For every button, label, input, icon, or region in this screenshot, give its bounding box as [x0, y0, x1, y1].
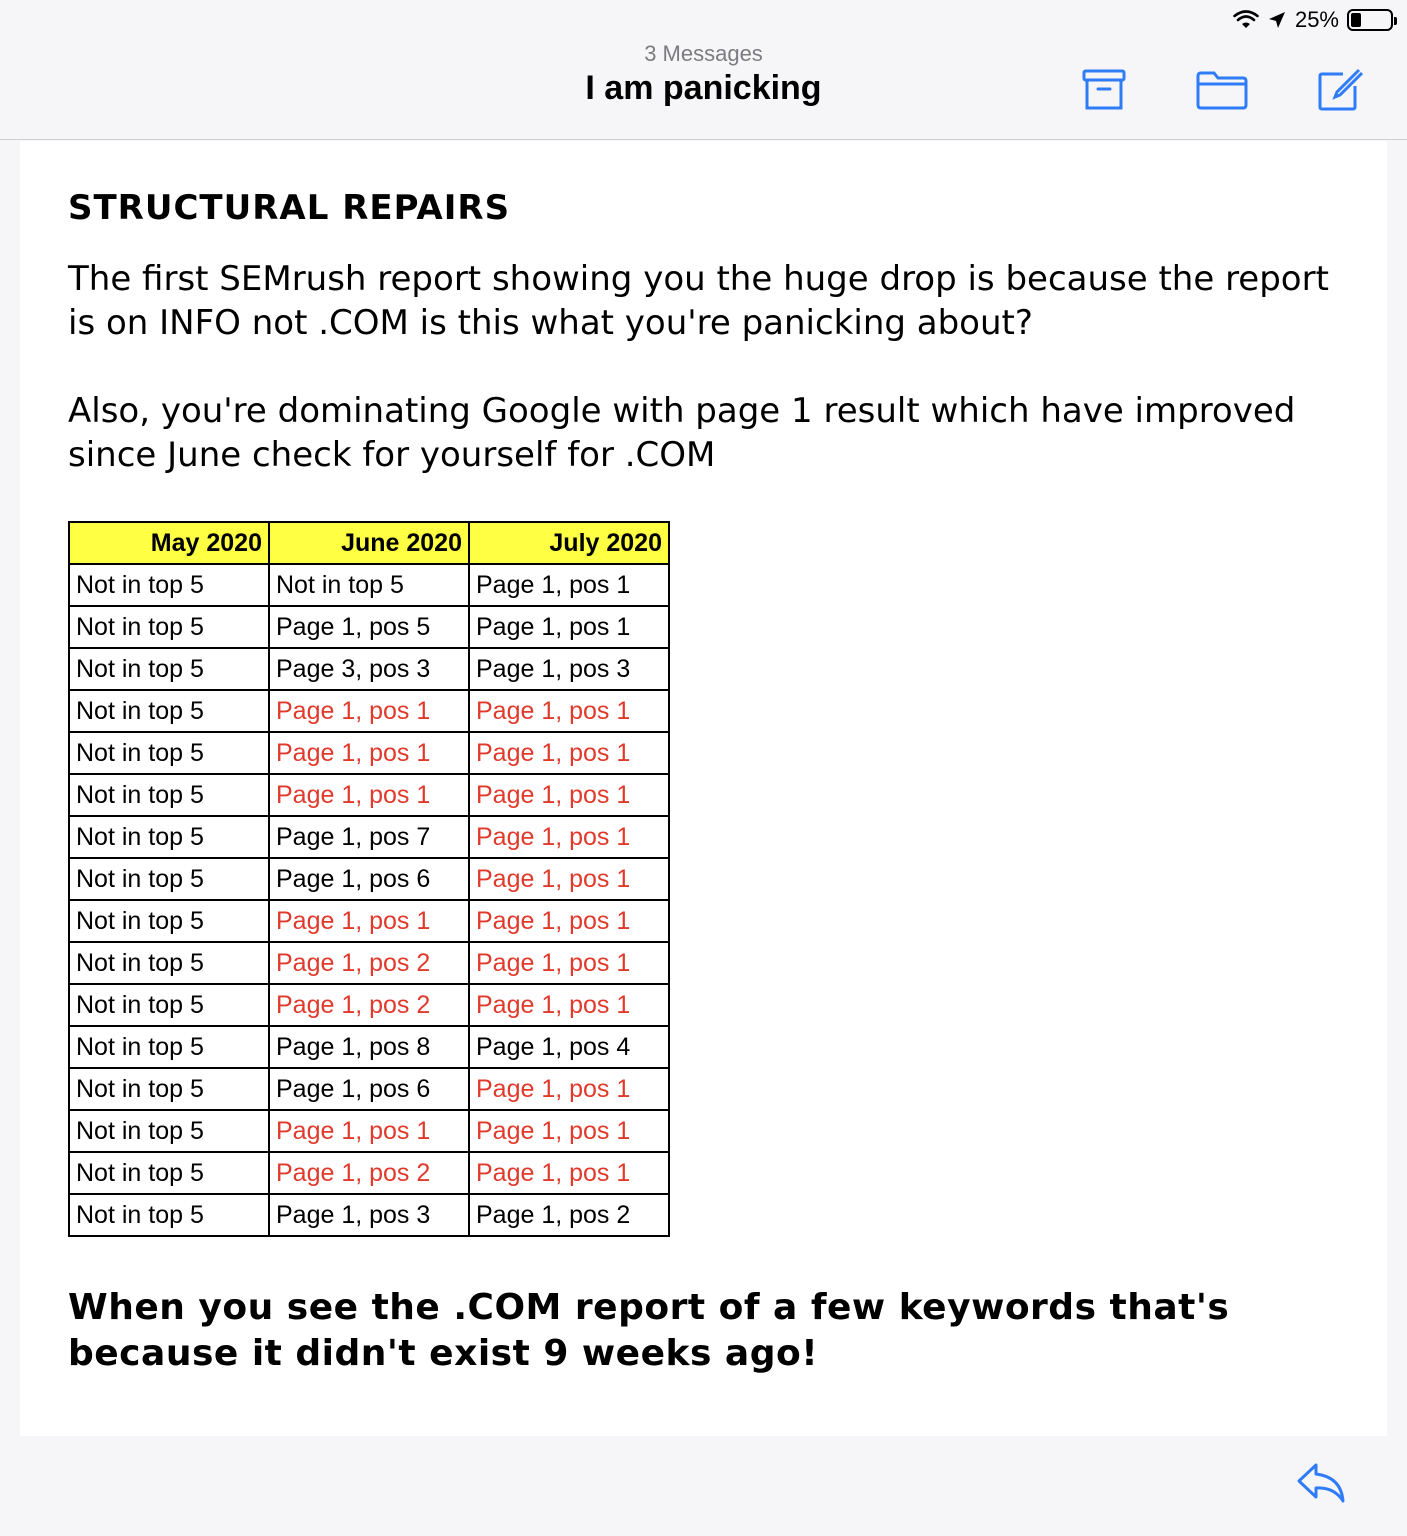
table-cell: Not in top 5: [269, 564, 469, 606]
table-cell: Page 1, pos 1: [269, 1110, 469, 1152]
table-row: [69, 984, 669, 1026]
table-row: [69, 648, 669, 690]
table-cell: Not in top 5: [69, 816, 269, 858]
table-row: [69, 564, 669, 606]
header-toolbar: [1077, 66, 1367, 114]
compose-icon: [1317, 68, 1363, 112]
table-cell: Page 1, pos 2: [269, 942, 469, 984]
archive-button[interactable]: [1077, 66, 1131, 114]
table-cell: Page 1, pos 1: [269, 774, 469, 816]
table-row: [69, 1152, 669, 1194]
thread-header: [0, 0, 1407, 140]
email-paragraph-1: The first SEMrush report showing you the huge drop is because the report is on INFO not .COM is this what you're panicking about?: [68, 259, 1329, 343]
location-arrow-icon: [1267, 10, 1287, 30]
column-header-may: May 2020: [69, 522, 269, 564]
table-cell: Page 1, pos 3: [269, 1194, 469, 1236]
compose-button[interactable]: [1313, 66, 1367, 114]
message-count: 3 Messages: [644, 41, 763, 66]
table-cell: Not in top 5: [69, 648, 269, 690]
message-content: [68, 185, 1338, 1377]
archive-icon: [1082, 69, 1126, 111]
table-cell: Page 1, pos 2: [469, 1194, 669, 1236]
table-row: [69, 606, 669, 648]
table-row: [69, 732, 669, 774]
table-cell: Page 1, pos 2: [269, 1152, 469, 1194]
column-header-july: July 2020: [469, 522, 669, 564]
table-row: [69, 816, 669, 858]
email-paragraph-2: Also, you're dominating Google with page 1 result which have improved since June check for yourself for .COM: [68, 391, 1296, 475]
move-to-folder-button[interactable]: [1195, 66, 1249, 114]
table-cell: Not in top 5: [69, 690, 269, 732]
table-cell: Not in top 5: [69, 1068, 269, 1110]
table-cell: Page 1, pos 1: [269, 690, 469, 732]
email-heading: STRUCTURAL REPAIRS: [68, 188, 511, 228]
table-cell: Page 1, pos 8: [269, 1026, 469, 1068]
table-cell: Page 1, pos 2: [269, 984, 469, 1026]
table-cell: Page 1, pos 1: [469, 1152, 669, 1194]
table-cell: Page 1, pos 4: [469, 1026, 669, 1068]
table-cell: Not in top 5: [69, 564, 269, 606]
table-row: [69, 1026, 669, 1068]
ranking-table: [68, 521, 670, 1237]
table-cell: Page 1, pos 1: [469, 942, 669, 984]
table-cell: Page 3, pos 3: [269, 648, 469, 690]
table-cell: Page 1, pos 1: [469, 732, 669, 774]
table-cell: Page 1, pos 1: [469, 816, 669, 858]
table-cell: Page 1, pos 3: [469, 648, 669, 690]
table-cell: Not in top 5: [69, 900, 269, 942]
status-bar: [1233, 0, 1393, 40]
folder-icon: [1196, 70, 1248, 110]
battery-icon: [1347, 9, 1393, 31]
table-body: [69, 564, 669, 1236]
table-cell: Not in top 5: [69, 732, 269, 774]
table-header-row: [69, 522, 669, 564]
table-cell: Page 1, pos 1: [469, 858, 669, 900]
battery-percent: 25%: [1294, 7, 1339, 32]
table-row: [69, 1194, 669, 1236]
table-cell: Page 1, pos 6: [269, 858, 469, 900]
table-cell: Page 1, pos 1: [469, 774, 669, 816]
table-cell: Not in top 5: [69, 942, 269, 984]
table-cell: Not in top 5: [69, 606, 269, 648]
table-cell: Not in top 5: [69, 1194, 269, 1236]
table-cell: Page 1, pos 5: [269, 606, 469, 648]
table-cell: Page 1, pos 1: [469, 564, 669, 606]
table-cell: Page 1, pos 7: [269, 816, 469, 858]
table-cell: Not in top 5: [69, 774, 269, 816]
message-body: [20, 141, 1387, 1436]
battery-level: [1351, 13, 1361, 27]
table-row: [69, 690, 669, 732]
table-row: [69, 858, 669, 900]
column-header-june: June 2020: [269, 522, 469, 564]
table-cell: Page 1, pos 1: [469, 984, 669, 1026]
table-cell: Page 1, pos 1: [469, 900, 669, 942]
table-row: [69, 942, 669, 984]
table-cell: Page 1, pos 1: [469, 606, 669, 648]
table-cell: Page 1, pos 1: [469, 690, 669, 732]
table-cell: Not in top 5: [69, 1026, 269, 1068]
table-row: [69, 900, 669, 942]
table-cell: Page 1, pos 1: [469, 1110, 669, 1152]
table-cell: Page 1, pos 1: [269, 900, 469, 942]
table-cell: Not in top 5: [69, 858, 269, 900]
table-cell: Page 1, pos 1: [469, 1068, 669, 1110]
table-cell: Page 1, pos 1: [269, 732, 469, 774]
table-cell: Not in top 5: [69, 1110, 269, 1152]
table-cell: Not in top 5: [69, 984, 269, 1026]
table-cell: Page 1, pos 6: [269, 1068, 469, 1110]
table-row: [69, 774, 669, 816]
table-row: [69, 1110, 669, 1152]
table-cell: Not in top 5: [69, 1152, 269, 1194]
thread-title: I am panicking: [585, 69, 822, 107]
email-closing: When you see the .COM report of a few keywords that's because it didn't exist 9 weeks ago!: [68, 1287, 1230, 1374]
table-row: [69, 1068, 669, 1110]
wifi-icon: [1233, 10, 1259, 30]
reply-icon: [1296, 1462, 1346, 1504]
reply-button[interactable]: [1291, 1458, 1351, 1508]
